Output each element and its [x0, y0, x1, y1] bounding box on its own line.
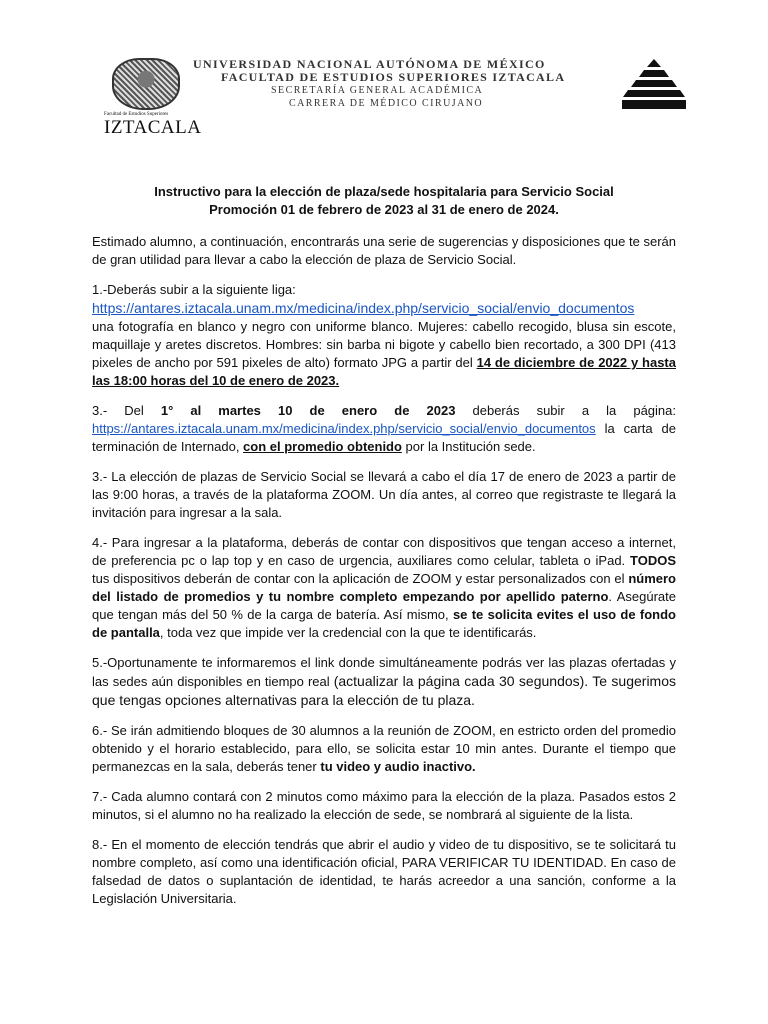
item-2-lead: 3.- Del — [92, 403, 161, 418]
item-4 — [92, 534, 676, 642]
item-5-text-a: 5.-Oportunamente te informaremos el link donde simultáneamente podrás ver las plazas ofertadas y las sedes aún disponibles en tiempo real — [92, 655, 676, 689]
item-4-bold-2: número del listado de promedios y tu nombre completo empezando por apellido paterno — [92, 571, 676, 604]
iztacala-a-logo-icon — [622, 59, 686, 109]
logo-wordmark: IZTACALA — [104, 117, 202, 138]
document-body — [92, 183, 676, 920]
item-4-text-c: tus dispositivos deberán de contar con la aplicación de ZOOM y estar personalizados con el — [92, 571, 629, 586]
item-4-text-a: 4.- Para ingresar a la plataforma, deberás de contar con dispositivos que tengan acceso a internet, de preferencia pc o lap top y en caso de urgencia, auxiliares como celular, tableta o iPad. — [92, 535, 676, 568]
item-4-text-d: . Asegúrate que tengan más del 50 % de la carga de batería. Así mismo, — [92, 589, 676, 622]
item-4-bold-1: TODOS — [630, 553, 676, 568]
document-title — [92, 183, 676, 219]
unam-seal-icon — [112, 58, 180, 110]
title-line-2: Promoción 01 de febrero de 2023 al 31 de enero de 2024. — [209, 202, 559, 217]
item-3: 3.- La elección de plazas de Servicio Social se llevará a cabo el día 17 de enero de 2023 a partir de las 9:00 horas, a través de la plataforma ZOOM. Un día antes, al correo que registraste te llegará la invitación para ingresar a la sala. — [92, 469, 676, 520]
career-name: CARRERA DE MÉDICO CIRUJANO — [289, 98, 484, 109]
item-1-lead: 1.-Deberás subir a la siguiente liga: — [92, 282, 296, 297]
intro-paragraph: Estimado alumno, a continuación, encontrarás una serie de sugerencias y disposiciones que te serán de gran utilidad para llevar a cabo la elección de plaza de Servicio Social. — [92, 234, 676, 267]
item-2-date: 1° al martes 10 de enero de 2023 — [160, 403, 456, 418]
item-8: 8.- En el momento de elección tendrás que abrir el audio y video de tu dispositivo, se te solicitará tu nombre completo, así como una identificación oficial, PARA VERIFICAR TU IDENTIDAD. En caso de falsedad de datos o suplantación de identidad, te harás acreedor a una sanción, conforme a la Legislación Universitaria. — [92, 837, 676, 906]
item-2-end: por la Institución sede. — [401, 439, 536, 454]
item-4-bold-3: se te solicita evites el uso de fondo de pantalla — [92, 607, 676, 640]
upload-photo-link[interactable]: https://antares.iztacala.unam.mx/medicina/index.php/servicio_social/envio_documentos — [92, 300, 635, 316]
item-7: 7.- Cada alumno contará con 2 minutos como máximo para la elección de la plaza. Pasados estos 2 minutos, si el alumno no ha realizado la elección de sede, se nombrará al siguiente de la lista. — [92, 789, 676, 822]
university-name: UNIVERSIDAD NACIONAL AUTÓNOMA DE MÉXICO — [193, 57, 546, 71]
item-6-text-a: 6.- Se irán admitiendo bloques de 30 alumnos a la reunión de ZOOM, en estricto orden del promedio obtenido y el horario establecido, para ello, se solicita estar 10 min antes. Durante el tiempo que permanezcas en la sala, deberás tener — [92, 723, 676, 774]
document-header — [0, 0, 768, 150]
title-line-1: Instructivo para la elección de plaza/sede hospitalaria para Servicio Social — [154, 184, 614, 199]
faculty-name: FACULTAD DE ESTUDIOS SUPERIORES IZTACALA — [221, 70, 566, 84]
unam-iztacala-logo — [104, 56, 202, 138]
item-1-date: 14 de diciembre de 2022 y hasta las 18:00 horas del 10 de enero de 2023. — [92, 355, 676, 388]
secretariat-name: SECRETARÍA GENERAL ACADÉMICA — [271, 85, 484, 96]
item-2 — [92, 402, 676, 456]
item-5 — [92, 654, 676, 710]
item-1-text: una fotografía en blanco y negro con uniforme blanco. Mujeres: cabello recogido, blusa sin escote, maquillaje y aretes discretos. Hombres: sin barba ni bigote y cabello bien recortado, a 300 DPI (413 pixeles de ancho por 591 pixeles de alto) formato JPG a partir del — [92, 319, 676, 370]
item-2-after: la carta de terminación de Internado, — [92, 421, 676, 454]
item-2-emphasis: con el promedio obtenido — [243, 439, 402, 454]
item-6-bold: tu video y audio inactivo. — [320, 759, 476, 774]
item-4-text-e: , toda vez que impide ver la credencial con la que te identificarás. — [159, 625, 537, 640]
item-2-mid: deberás subir a la página: — [455, 403, 676, 418]
item-6 — [92, 722, 676, 776]
item-5-text-b: (actualizar la página cada 30 segundos). Te sugerimos que tengas opciones alternativas para la elección de tu plaza. — [92, 673, 677, 708]
logo-small-text: Facultad de Estudios Superiores — [104, 112, 169, 117]
institution-titles — [193, 58, 585, 110]
upload-letter-link[interactable]: https://antares.iztacala.unam.mx/medicina/index.php/servicio_social/envio_documentos — [92, 421, 596, 436]
item-1 — [92, 281, 676, 390]
